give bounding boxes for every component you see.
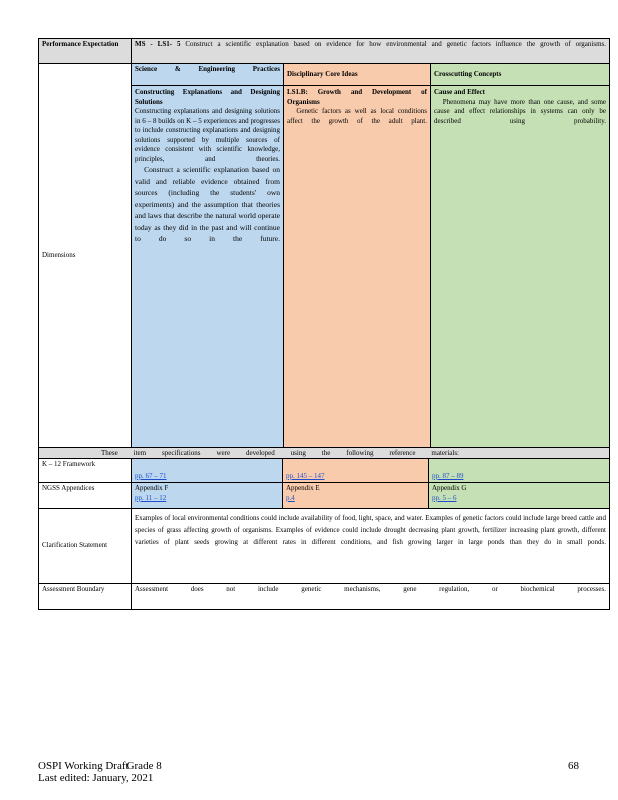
- assessment-label: Assessment Boundary: [39, 584, 132, 609]
- ccc-column: [431, 64, 609, 447]
- assessment-boundary-row: [39, 583, 609, 609]
- ccc-body: [431, 86, 609, 127]
- sep-body: [132, 86, 283, 246]
- reference-note: These item specifications were developed using the following reference materials:: [101, 449, 459, 457]
- performance-expectation-text: [132, 39, 609, 63]
- ngss-dci-appendix: Appendix E: [286, 484, 320, 492]
- clarification-row: [39, 508, 609, 583]
- item-specification-table: [38, 38, 610, 610]
- k12-sep-link[interactable]: pp. 67 – 71: [135, 471, 167, 480]
- footer-line-1: [38, 760, 162, 772]
- performance-code: MS - LS1- 5: [135, 40, 181, 48]
- sep-text: Constructing explanations and designing solutions in 6 – 8 builds on K – 5 experiences and progresses to include constructing explanations and designing solutions supported by multiple sources of evidence consistent with scientific knowledge, principles, and theories.: [135, 107, 280, 163]
- dimensions-row: [39, 63, 609, 447]
- sep-header: Science & Engineering Practices: [132, 64, 283, 86]
- ngss-dci-link[interactable]: p.4: [286, 493, 295, 502]
- ngss-sep-appendix: Appendix F: [135, 484, 169, 492]
- footer-last-edited: Last edited: January, 2021: [38, 772, 154, 784]
- performance-statement: Construct a scientific explanation based on evidence for how environmental and genetic factors influence the growth of organisms.: [185, 40, 606, 48]
- ngss-label: NGSS Appendices: [39, 483, 132, 508]
- ccc-bullet: Phenomena may have more than one cause, and some cause and effect relationships in systems can only be described using probability.: [434, 97, 606, 125]
- k12-sep-cell: [132, 459, 283, 482]
- performance-expectation-row: [39, 39, 609, 63]
- ngss-ccc-link[interactable]: pp. 5 – 6: [432, 493, 457, 502]
- reference-note-row: [39, 447, 609, 458]
- clarification-label: Clarification Statement: [39, 509, 132, 583]
- k12-framework-row: [39, 458, 609, 482]
- k12-label: K – 12 Framework: [39, 459, 132, 482]
- ngss-ccc-appendix: Appendix G: [432, 484, 467, 492]
- page-number: 68: [568, 760, 579, 772]
- dci-column: [284, 64, 431, 447]
- dimensions-label: Dimensions: [39, 64, 132, 447]
- footer-grade: Grade 8: [126, 760, 162, 772]
- dci-header: Disciplinary Core Ideas: [284, 64, 430, 86]
- dci-bullet: Genetic factors as well as local conditions affect the growth of the adult plant.: [287, 107, 427, 125]
- footer-draft: OSPI Working Draft: [38, 760, 129, 772]
- ngss-dci-cell: [283, 483, 429, 508]
- k12-ccc-cell: [429, 459, 609, 482]
- footer-left: [38, 760, 162, 784]
- ccc-header: Crosscutting Concepts: [431, 64, 609, 86]
- clarification-text: Examples of local environmental conditions could include availability of food, light, space, and water. Examples of genetic factors could include large breed cattle and species of grass affecting growth of organisms. Examples of evidence could include drought decreasing plant growth, fertilizer increasing plant growth, different varieties of plant seeds growing at different rates in different conditions, and fish growing larger in large ponds than they do in small ponds.: [135, 514, 606, 546]
- performance-expectation-label: Performance Expectation: [39, 39, 132, 63]
- ngss-sep-link[interactable]: pp. 11 – 12: [135, 493, 167, 502]
- sep-bullet: Construct a scientific explanation based on valid and reliable evidence obtained from sources (including the students' own experiments) and the assumption that theories and laws that describe the natural world operate today as they did in the past and will continue to do so in the future.: [135, 165, 280, 243]
- k12-dci-cell: [283, 459, 429, 482]
- k12-dci-link[interactable]: pp. 145 – 147: [286, 471, 325, 480]
- ngss-ccc-cell: [429, 483, 609, 508]
- k12-ccc-link[interactable]: pp. 87 – 89: [432, 471, 464, 480]
- assessment-text: Assessment does not include genetic mechanisms, gene regulation, or biochemical processes.: [135, 585, 606, 593]
- ngss-appendices-row: [39, 482, 609, 508]
- dci-subheader: LS1.B: Growth and Development of Organisms: [287, 88, 427, 106]
- sep-column: [132, 64, 284, 447]
- dci-body: [284, 86, 430, 127]
- dimensions-columns: [132, 64, 609, 447]
- ccc-subheader: Cause and Effect: [434, 88, 485, 96]
- sep-subheader: Constructing Explanations and Designing Solutions: [135, 88, 280, 106]
- ngss-sep-cell: [132, 483, 283, 508]
